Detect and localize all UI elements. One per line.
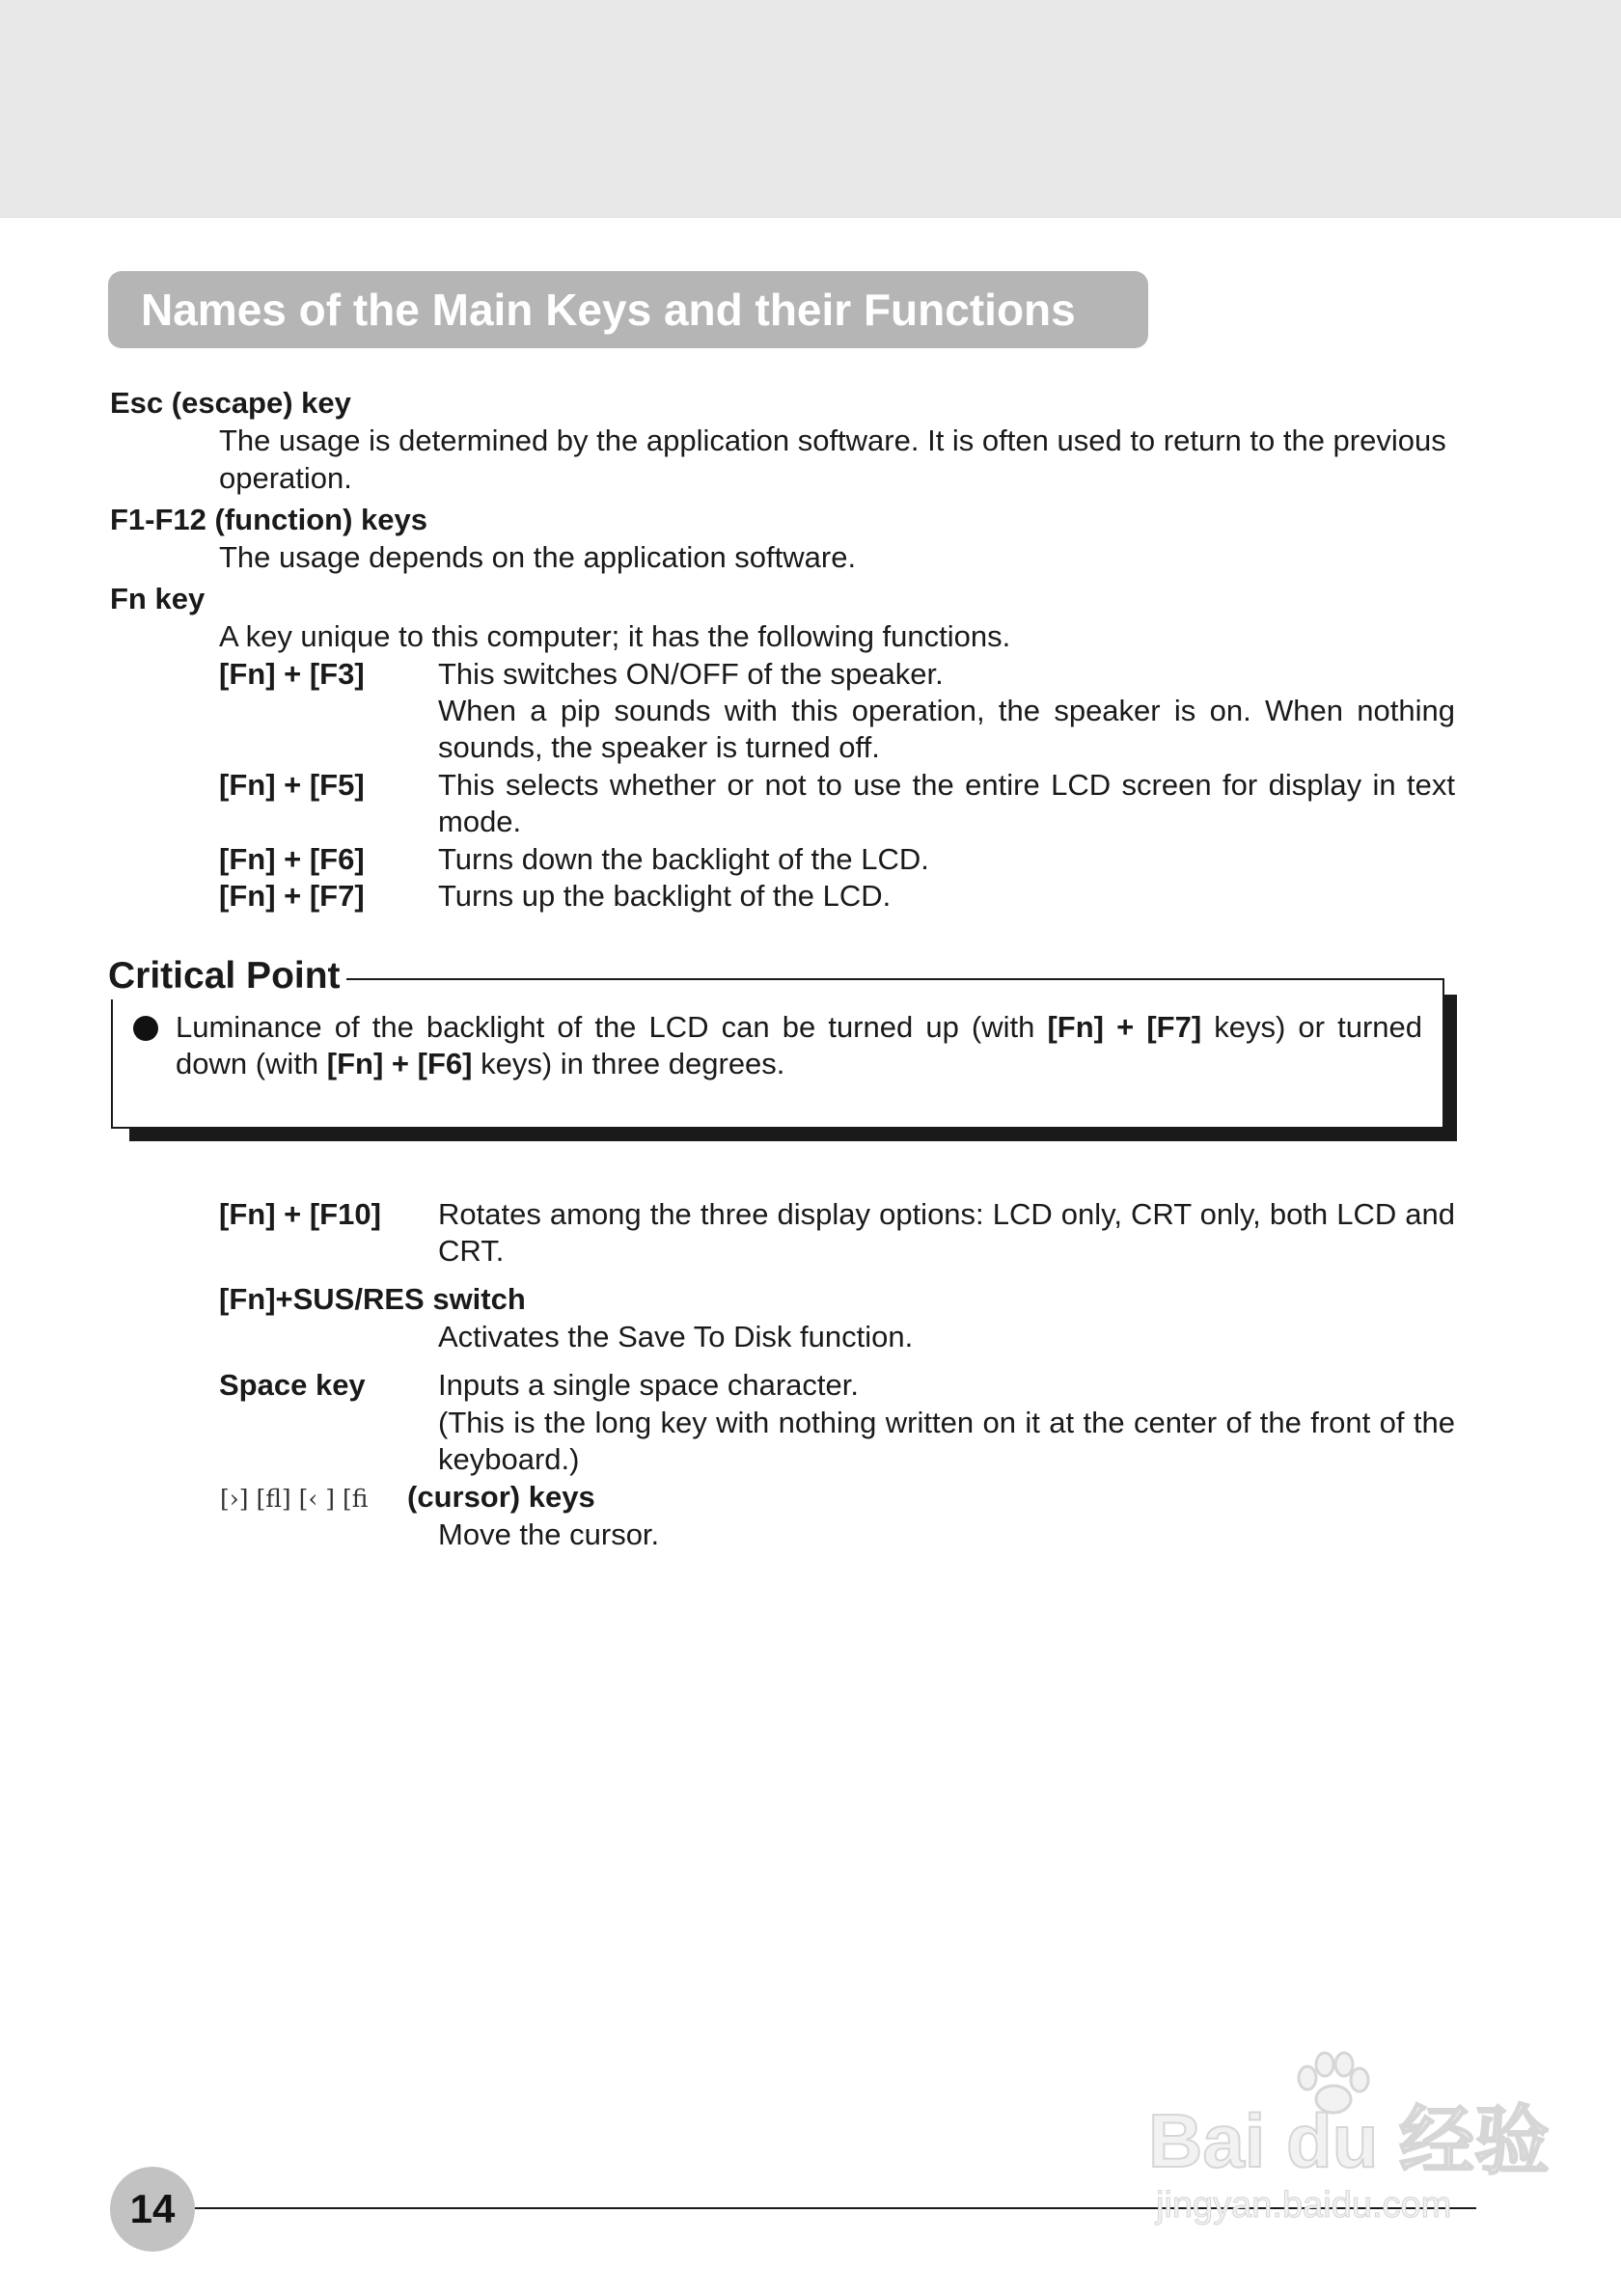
cursor-key-glyphs: [›] [fl] [‹ ] [fi	[220, 1485, 369, 1513]
esc-key-term: Esc (escape) key	[110, 386, 351, 420]
sus-res-term: [Fn]+SUS/RES switch	[219, 1282, 526, 1316]
fn-f3-desc-line2: When a pip sounds with this operation, the speaker is on. When nothing sounds, the speaker is turned off.	[438, 694, 1455, 764]
esc-key-desc-line1: The usage is determined by the application software. It is often used to return to the previous	[219, 424, 1446, 457]
fn-f7-desc: Turns up the backlight of the LCD.	[438, 879, 892, 913]
section-title: Names of the Main Keys and their Functions	[108, 271, 1148, 348]
fn-f10-desc: Rotates among the three display options: LCD only, CRT only, both LCD and CRT.	[438, 1197, 1455, 1268]
cursor-keys-term: (cursor) keys	[407, 1480, 595, 1514]
header-band	[0, 0, 1621, 218]
baidu-watermark	[1148, 2049, 1553, 2242]
function-keys-desc: The usage depends on the application software.	[219, 540, 857, 574]
critical-point-text: Luminance of the backlight of the LCD can be turned up (with [Fn] + [F7] keys) or turned down (with [Fn] + [F6] keys) in three degrees.	[176, 1010, 1422, 1080]
fn-f3-key: [Fn] + [F3]	[219, 657, 365, 691]
watermark-brand: Bai du 经验	[1148, 2098, 1551, 2183]
cursor-keys-desc: Move the cursor.	[438, 1517, 660, 1551]
fn-f6-key: [Fn] + [F6]	[219, 842, 365, 876]
fn-f7-inline: [Fn] + [F7]	[1047, 1010, 1202, 1044]
fn-f6-inline: [Fn] + [F6]	[326, 1047, 473, 1080]
fn-f3-desc-line1: This switches ON/OFF of the speaker.	[438, 657, 944, 691]
function-keys-term: F1-F12 (function) keys	[110, 503, 427, 536]
esc-key-desc-line2: operation.	[219, 461, 352, 495]
fn-f5-key: [Fn] + [F5]	[219, 768, 365, 802]
watermark-url: jingyan.baidu.com	[1156, 2185, 1452, 2226]
fn-key-term: Fn key	[110, 582, 206, 615]
fn-f6-desc: Turns down the backlight of the LCD.	[438, 842, 929, 876]
page-number: 14	[110, 2167, 195, 2252]
space-key-desc-line1: Inputs a single space character.	[438, 1368, 859, 1402]
space-key-term: Space key	[219, 1368, 366, 1402]
fn-f5-desc: This selects whether or not to use the entire LCD screen for display in text mode.	[438, 768, 1455, 838]
space-key-desc-line2: (This is the long key with nothing written on it at the center of the front of the keyboard.)	[438, 1406, 1455, 1476]
sus-res-desc: Activates the Save To Disk function.	[438, 1320, 914, 1353]
critical-point-title: Critical Point	[108, 953, 346, 999]
fn-key-desc: A key unique to this computer; it has the following functions.	[219, 619, 1011, 653]
bullet-icon	[133, 1016, 158, 1041]
fn-f7-key: [Fn] + [F7]	[219, 879, 365, 913]
fn-f10-key: [Fn] + [F10]	[219, 1197, 381, 1231]
